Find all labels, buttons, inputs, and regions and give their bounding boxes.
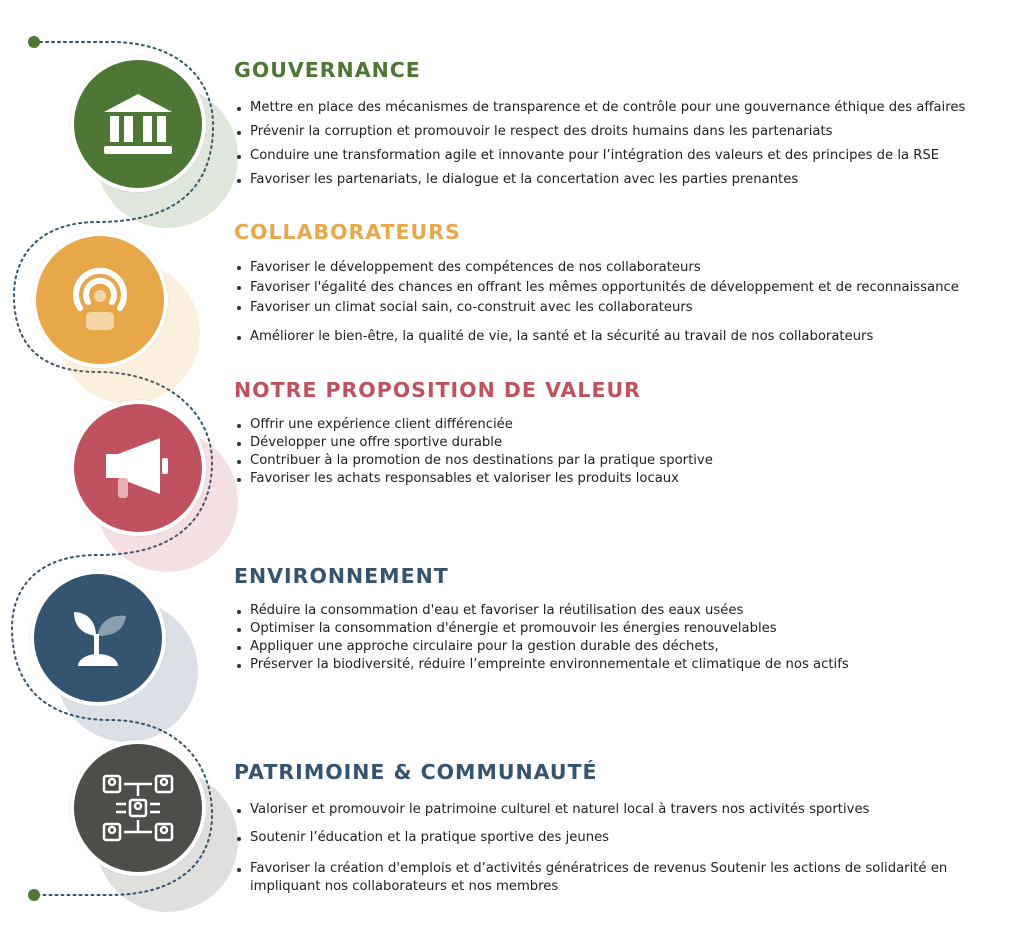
list-item: Optimiser la consommation d'énergie et promouvoir les énergies renouvelables [234, 620, 1014, 638]
list-item: Favoriser les partenariats, le dialogue et la concertation avec les parties prenantes [234, 168, 1014, 192]
section-proposition-de-valeur [234, 378, 1014, 488]
list-item: Valoriser et promouvoir le patrimoine culturel et naturel local à travers nos activités sportives [234, 798, 1014, 822]
list-item: Appliquer une approche circulaire pour la gestion durable des déchets, [234, 638, 1014, 656]
section-title: ENVIRONNEMENT [234, 564, 449, 588]
list-item: Offrir une expérience client différenciée [234, 416, 1014, 434]
start-dot [28, 36, 40, 48]
section-title: PATRIMOINE & COMMUNAUTÉ [234, 760, 598, 784]
list-item: Favoriser un climat social sain, co-construit avec les collaborateurs [234, 298, 1014, 318]
list-item: Soutenir l’éducation et la pratique sportive des jeunes [234, 826, 1014, 850]
section-environnement [234, 564, 1014, 674]
community-network-icon [74, 744, 202, 872]
list-item: Développer une offre sportive durable [234, 434, 1014, 452]
section-title: GOUVERNANCE [234, 58, 421, 82]
list-item: Mettre en place des mécanismes de transparence et de contrôle pour une gouvernance éthique des affaires [234, 96, 1014, 120]
gouvernance-circle [70, 56, 240, 226]
broadcast-person-icon [36, 236, 164, 364]
institution-icon [74, 60, 202, 188]
bullet-list [234, 96, 1014, 192]
list-item: Favoriser les achats responsables et valoriser les produits locaux [234, 470, 1014, 488]
bullet-list [234, 602, 1014, 674]
section-title: COLLABORATEURS [234, 220, 461, 244]
section-title: NOTRE PROPOSITION DE VALEUR [234, 378, 641, 402]
list-item: Favoriser le développement des compétences de nos collaborateurs [234, 258, 1014, 278]
bullet-list [234, 258, 1014, 346]
patrimoine-circle [70, 740, 240, 910]
sprout-icon [34, 574, 162, 702]
end-dot [28, 889, 40, 901]
proposition-circle [70, 400, 240, 570]
section-collaborateurs [234, 220, 1014, 346]
list-item: Favoriser la création d'emplois et d’activités génératrices de revenus Soutenir les actions de solidarité en impliquant nos collaborateurs et nos membres [234, 860, 1010, 896]
list-item: Prévenir la corruption et promouvoir le respect des droits humains dans les partenariats [234, 120, 1014, 144]
collaborateurs-circle [32, 232, 202, 402]
bullet-list [234, 798, 1014, 896]
section-gouvernance [234, 58, 1014, 192]
list-item: Réduire la consommation d'eau et favoriser la réutilisation des eaux usées [234, 602, 1014, 620]
list-item: Favoriser l'égalité des chances en offrant les mêmes opportunités de développement et de reconnaissance [234, 278, 1014, 298]
list-item: Améliorer le bien-être, la qualité de vie, la santé et la sécurité au travail de nos collaborateurs [234, 328, 1014, 346]
environnement-circle [30, 570, 200, 740]
list-item: Préserver la biodiversité, réduire l’empreinte environnementale et climatique de nos actifs [234, 656, 1014, 674]
list-item: Contribuer à la promotion de nos destinations par la pratique sportive [234, 452, 1014, 470]
list-item: Conduire une transformation agile et innovante pour l’intégration des valeurs et des principes de la RSE [234, 144, 1014, 168]
section-patrimoine-communaute [234, 760, 1014, 896]
bullet-list [234, 416, 1014, 488]
megaphone-icon [74, 404, 202, 532]
